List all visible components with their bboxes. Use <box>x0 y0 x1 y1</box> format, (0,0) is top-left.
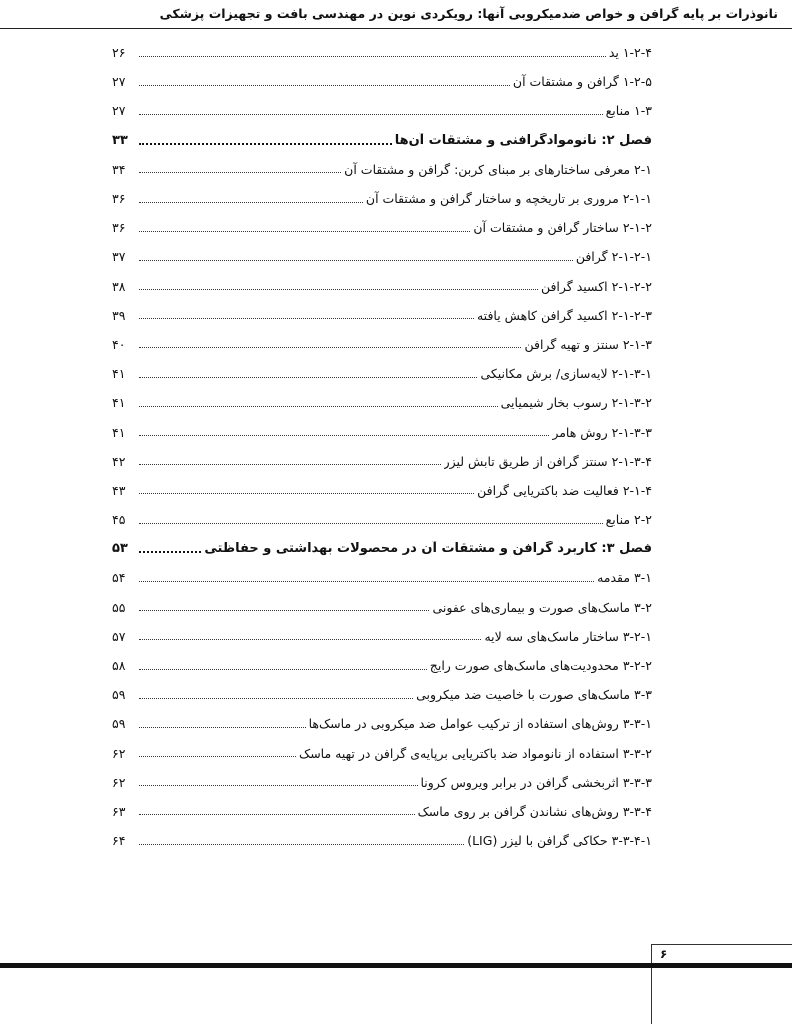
toc-entry <box>112 155 652 184</box>
toc-entry-title: ۲-۱-۳ سنتز و تهیه گرافن <box>524 336 652 352</box>
toc-dot-leader <box>139 464 441 465</box>
toc-entry-page-number: ۲۷ <box>112 103 126 119</box>
toc-entry-title: فصل ۲: نانوموادگرافنی و مشتقات آن‌ها <box>394 132 652 148</box>
toc-entry <box>112 272 652 301</box>
toc-entry-page-number: ۴۰ <box>112 336 126 352</box>
toc-dot-leader <box>139 844 464 845</box>
toc-entry-page-number: ۴۱ <box>112 424 126 440</box>
toc-entry-title: ۲-۱-۱ مروری بر تاریخچه و ساختار گرافن و مشتقات آن <box>365 191 652 207</box>
toc-entry-title: ۲-۱-۲-۳ اکسید گرافن کاهش یافته <box>476 307 652 323</box>
toc-dot-leader <box>139 289 538 290</box>
toc-dot-leader <box>139 318 474 319</box>
toc-entry-page-number: ۲۶ <box>112 45 126 61</box>
toc-dot-leader <box>139 202 363 203</box>
toc-entry <box>112 388 652 417</box>
toc-entry <box>112 768 652 797</box>
toc-entry-title: ۲-۲ منابع <box>605 512 652 528</box>
toc-entry <box>112 38 652 67</box>
toc-entry <box>112 505 652 534</box>
toc-entry-title: ۳-۳-۲ استفاده از نانومواد ضد باکتریایی برپایه‌ی گرافن در تهیه ماسک <box>299 745 652 761</box>
toc-entry <box>112 359 652 388</box>
toc-entry-title: ۲-۱ معرفی ساختارهای بر مبنای کربن: گرافن و مشتقات آن <box>344 161 652 177</box>
toc-entry-title: ۳-۳-۴ روش‌های نشاندن گرافن بر روی ماسک <box>417 803 652 819</box>
toc-entry <box>112 242 652 271</box>
toc-entry-page-number: ۳۳ <box>112 132 128 148</box>
toc-entry-title: ۱-۲-۵ گرافن و مشتقات آن <box>512 74 652 90</box>
toc-entry <box>112 417 652 446</box>
toc-entry-title: ۳-۲ ماسک‌های صورت و بیماری‌های عفونی <box>432 599 652 615</box>
toc-dot-leader <box>139 143 392 145</box>
toc-dot-leader <box>139 493 474 494</box>
toc-entry <box>112 563 652 592</box>
footer-bar <box>0 963 792 968</box>
toc-dot-leader <box>139 406 498 407</box>
toc-entry-page-number: ۵۷ <box>112 628 126 644</box>
toc-dot-leader <box>139 785 418 786</box>
toc-entry <box>112 67 652 96</box>
toc-chapter-entry <box>112 126 652 155</box>
toc-entry <box>112 330 652 359</box>
toc-entry-page-number: ۶۴ <box>112 833 126 849</box>
toc-dot-leader <box>139 435 549 436</box>
toc-dot-leader <box>139 581 594 582</box>
toc-dot-leader <box>139 377 477 378</box>
toc-dot-leader <box>139 85 510 86</box>
page-number: ۶ <box>660 947 668 961</box>
toc-entry-title: ۲-۱-۳-۲ رسوب بخار شیمیایی <box>500 395 652 411</box>
toc-entry-page-number: ۴۲ <box>112 453 126 469</box>
toc-entry <box>112 593 652 622</box>
toc-entry-page-number: ۴۵ <box>112 512 126 528</box>
toc-entry-page-number: ۳۸ <box>112 278 126 294</box>
toc-entry-page-number: ۶۳ <box>112 803 126 819</box>
toc-entry <box>112 739 652 768</box>
toc-entry <box>112 184 652 213</box>
toc-entry <box>112 447 652 476</box>
toc-entry <box>112 301 652 330</box>
toc-entry-title: ۲-۱-۳-۱ لایه‌سازی/ برش مکانیکی <box>480 366 652 382</box>
footer-box-top-line <box>651 944 792 945</box>
toc-dot-leader <box>139 814 415 815</box>
toc-entry-title: ۲-۱-۴ فعالیت ضد باکتریایی گرافن <box>477 482 652 498</box>
toc-entry-title: ۳-۳-۴-۱ حکاکی گرافن با لیزر (LIG) <box>467 833 652 849</box>
toc-entry-page-number: ۶۲ <box>112 774 126 790</box>
toc-entry-title: ۳-۲-۱ ساختار ماسک‌های سه لایه <box>484 628 652 644</box>
toc-entry-title: ۳-۳-۱ روش‌های استفاده از ترکیب عوامل ضد میکروبی در ماسک‌ها <box>308 716 652 732</box>
toc-entry-title: ۳-۱ مقدمه <box>597 570 652 586</box>
toc-dot-leader <box>139 172 341 173</box>
toc-entry-title: ۳-۲-۲ محدودیت‌های ماسک‌های صورت رایج <box>429 658 652 674</box>
toc-entry <box>112 96 652 125</box>
toc-entry-title: ۱-۳ منابع <box>605 103 652 119</box>
toc-entry-page-number: ۴۳ <box>112 482 126 498</box>
toc-entry-page-number: ۳۷ <box>112 249 126 265</box>
toc-entry-title: ۲-۱-۳-۳ روش هامر <box>552 424 652 440</box>
toc-entry-page-number: ۴۱ <box>112 366 126 382</box>
toc-entry-page-number: ۵۵ <box>112 599 126 615</box>
toc-entry-page-number: ۳۹ <box>112 307 126 323</box>
toc-dot-leader <box>139 56 606 57</box>
toc-entry-title: فصل ۳: کاربرد گرافن و مشتقات آن در محصولات بهداشتی و حفاظتی <box>204 541 652 557</box>
toc-entry-page-number: ۴۱ <box>112 395 126 411</box>
running-header-title: نانوذرات بر پایه گرافن و خواص ضدمیکروبی آنها: رویکردی نوین در مهندسی بافت و تجهیزات پزشکی <box>159 6 778 21</box>
toc-entry-page-number: ۵۸ <box>112 658 126 674</box>
toc-dot-leader <box>139 669 427 670</box>
toc-entry <box>112 213 652 242</box>
toc-entry-title: ۲-۱-۳-۴ سنتز گرافن از طریق تابش لیزر <box>443 453 652 469</box>
toc-entry <box>112 476 652 505</box>
toc-entry-title: ۳-۳ ماسک‌های صورت با خاصیت ضد میکروبی <box>416 687 652 703</box>
toc-entry <box>112 651 652 680</box>
toc-dot-leader <box>139 114 603 115</box>
toc-dot-leader <box>139 551 201 553</box>
toc-chapter-entry <box>112 534 652 563</box>
table-of-contents <box>112 38 652 855</box>
toc-entry <box>112 680 652 709</box>
toc-entry-title: ۲-۱-۲-۱ گرافن <box>575 249 652 265</box>
footer-box-side-line <box>651 944 652 1024</box>
toc-entry-page-number: ۵۳ <box>112 541 128 557</box>
toc-entry <box>112 826 652 855</box>
toc-entry-page-number: ۳۶ <box>112 220 126 236</box>
toc-entry-page-number: ۳۶ <box>112 191 126 207</box>
toc-entry <box>112 797 652 826</box>
toc-dot-leader <box>139 639 481 640</box>
toc-dot-leader <box>139 698 413 699</box>
toc-entry-page-number: ۵۹ <box>112 716 126 732</box>
toc-dot-leader <box>139 610 429 611</box>
toc-dot-leader <box>139 231 470 232</box>
toc-dot-leader <box>139 260 573 261</box>
toc-dot-leader <box>139 727 306 728</box>
toc-entry-title: ۲-۱-۲ ساختار گرافن و مشتقات آن <box>473 220 652 236</box>
toc-dot-leader <box>139 756 296 757</box>
header-divider <box>0 28 792 29</box>
toc-entry-title: ۳-۳-۳ اثربخشی گرافن در برابر ویروس کرونا <box>420 774 652 790</box>
toc-entry <box>112 709 652 738</box>
toc-entry-title: ۲-۱-۲-۲ اکسید گرافن <box>540 278 652 294</box>
toc-entry-page-number: ۵۴ <box>112 570 126 586</box>
toc-entry-page-number: ۳۴ <box>112 161 126 177</box>
toc-entry-page-number: ۲۷ <box>112 74 126 90</box>
toc-entry-page-number: ۶۲ <box>112 745 126 761</box>
toc-entry-title: ۱-۲-۴ ید <box>608 45 652 61</box>
toc-entry-page-number: ۵۹ <box>112 687 126 703</box>
toc-dot-leader <box>139 347 521 348</box>
toc-dot-leader <box>139 523 603 524</box>
toc-entry <box>112 622 652 651</box>
